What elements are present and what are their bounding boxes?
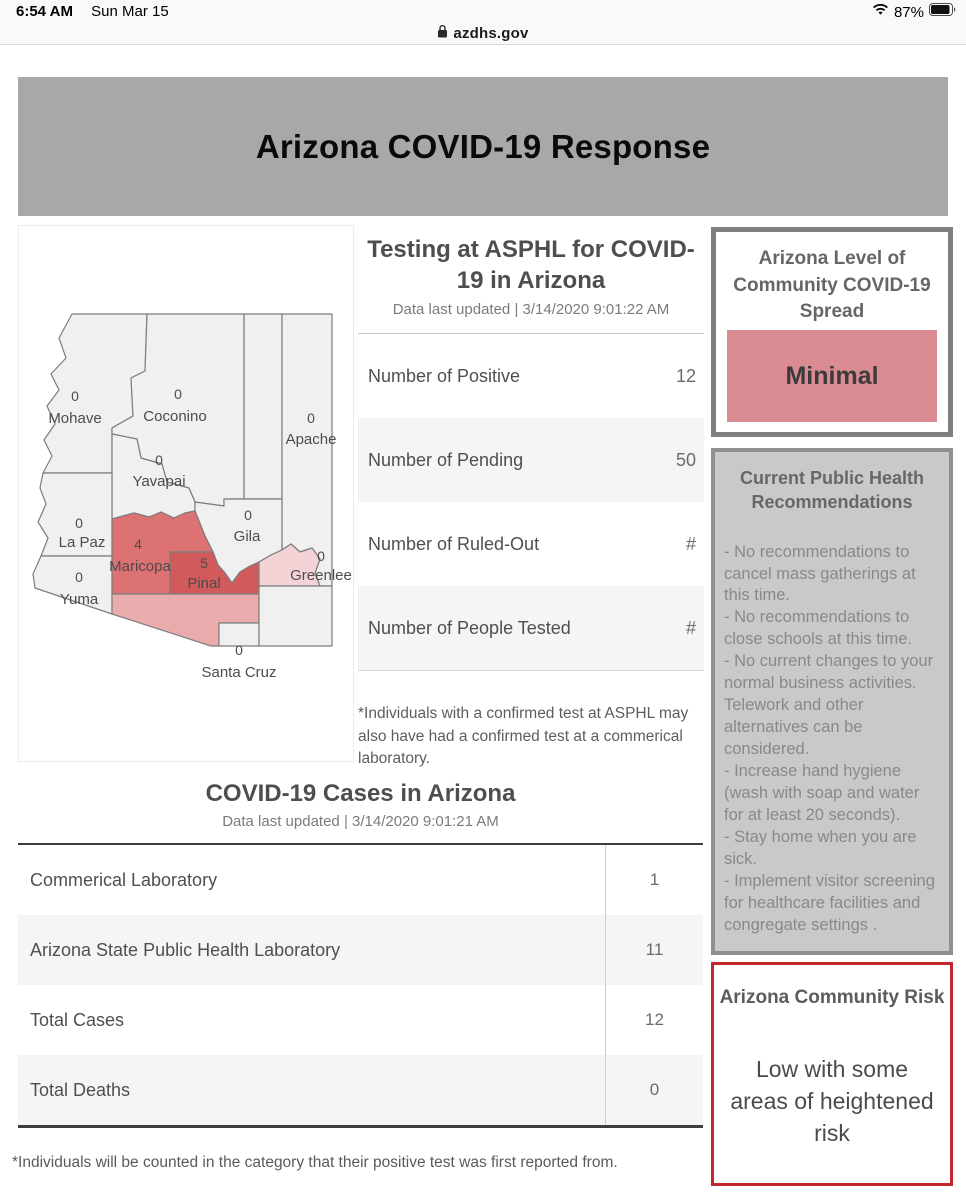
county-value: 5 <box>200 555 208 571</box>
county-label: Greenlee <box>290 567 352 584</box>
row-value: # <box>685 617 696 638</box>
county-label: Maricopa <box>109 558 171 575</box>
divider <box>358 670 704 671</box>
cases-table <box>18 843 703 1128</box>
county-cochise[interactable] <box>259 586 332 646</box>
wifi-icon <box>872 3 889 21</box>
recommendations-title: Current Public Health Recommendations <box>739 468 925 513</box>
cases-panel <box>18 780 703 1128</box>
row-label: Number of Positive <box>368 365 521 386</box>
county-value: 0 <box>71 388 79 404</box>
risk-title: Arizona Community Risk <box>719 987 945 1008</box>
testing-rows <box>358 334 704 670</box>
cases-updated: Data last updated | 3/14/2020 9:01:21 AM <box>222 813 499 830</box>
spread-level-badge <box>727 330 937 422</box>
dashboard-banner <box>18 77 948 216</box>
status-left <box>16 3 169 20</box>
spread-title: Arizona Level of Community COVID-19 Spread <box>733 248 931 323</box>
status-bar <box>0 0 966 22</box>
testing-row[interactable] <box>358 334 704 418</box>
url-domain: azdhs.gov <box>453 24 529 42</box>
county-label: Apache <box>285 431 337 448</box>
browser-chrome <box>0 0 966 45</box>
testing-title: Testing at ASPHL for COVID-19 in Arizona <box>367 236 695 294</box>
battery-percent: 87% <box>893 3 924 21</box>
county-label: Mohave <box>48 410 102 427</box>
testing-footnote: *Individuals with a confirmed test at ASPHL may also have had a confirmed test at a commerical laboratory. <box>358 705 689 768</box>
row-value: 1 <box>605 845 703 915</box>
county-label: Santa Cruz <box>201 664 277 681</box>
spread-level-value: Minimal <box>785 361 879 390</box>
recommendation-item: - No current changes to your normal business activities. Telework and other alternatives can be considered. <box>724 652 934 759</box>
risk-value: Low with some areas of heightened risk <box>730 1055 934 1147</box>
battery-icon <box>929 3 956 21</box>
county-label: La Paz <box>58 534 106 551</box>
cases-row[interactable] <box>18 985 703 1055</box>
cases-footnote: *Individuals will be counted in the category that their positive test was first reported from. <box>12 1154 618 1171</box>
recommendation-item: - Implement visitor screening for healthcare facilities and congregate settings . <box>724 871 935 934</box>
county-navajo[interactable] <box>244 314 282 499</box>
row-value: 11 <box>605 915 703 985</box>
map-svg <box>19 226 353 761</box>
row-value: 12 <box>605 985 703 1055</box>
recommendations-list <box>724 542 940 937</box>
row-label: Total Deaths <box>30 1079 131 1100</box>
county-value: 0 <box>75 515 83 531</box>
cases-row[interactable] <box>18 1055 703 1125</box>
row-label: Total Cases <box>30 1009 125 1030</box>
recommendation-item: - No recommendations to cancel mass gatherings at this time. <box>724 542 916 605</box>
row-label: Number of Pending <box>368 449 524 470</box>
testing-row[interactable] <box>358 502 704 586</box>
row-value: # <box>685 533 696 554</box>
county-label: Yavapai <box>132 473 186 490</box>
clock: 6:54 AM <box>16 3 73 20</box>
lock-icon <box>437 24 448 43</box>
url-bar[interactable] <box>0 21 966 45</box>
county-label: Coconino <box>143 408 207 425</box>
testing-row[interactable] <box>358 586 704 670</box>
county-label: Gila <box>233 528 261 545</box>
row-value: 12 <box>675 365 696 386</box>
arizona-county-map <box>18 225 354 762</box>
cases-title: COVID-19 Cases in Arizona <box>205 780 516 807</box>
testing-panel <box>358 225 704 771</box>
county-value: 0 <box>75 569 83 585</box>
cases-row[interactable] <box>18 915 703 985</box>
row-value: 0 <box>605 1055 703 1125</box>
status-right <box>872 3 956 21</box>
recommendations-box <box>711 448 953 955</box>
county-value: 0 <box>174 386 182 402</box>
testing-updated: Data last updated | 3/14/2020 9:01:22 AM <box>392 301 670 319</box>
row-label: Arizona State Public Health Laboratory <box>30 939 341 960</box>
county-value: 0 <box>307 410 315 426</box>
recommendation-item: - Stay home when you are sick. <box>724 827 917 868</box>
cases-row[interactable] <box>18 845 703 915</box>
row-label: Commerical Laboratory <box>30 869 218 890</box>
community-risk-box <box>711 962 953 1186</box>
county-value: 0 <box>235 642 243 658</box>
county-value: 0 <box>244 507 252 523</box>
recommendation-item: - Increase hand hygiene (wash with soap and water for at least 20 seconds). <box>724 761 920 824</box>
county-value: 0 <box>317 548 325 564</box>
date-label: Sun Mar 15 <box>91 3 169 20</box>
page-title: Arizona COVID-19 Response <box>255 127 711 165</box>
county-value: 0 <box>155 452 163 468</box>
county-value: 4 <box>134 536 142 552</box>
row-label: Number of People Tested <box>368 617 571 638</box>
community-spread-box <box>711 227 953 437</box>
testing-row[interactable] <box>358 418 704 502</box>
recommendation-item: - No recommendations to close schools at this time. <box>724 608 912 649</box>
county-label: Pinal <box>187 575 221 592</box>
county-label: Yuma <box>59 591 99 608</box>
row-value: 50 <box>675 449 696 470</box>
row-label: Number of Ruled-Out <box>368 533 540 554</box>
